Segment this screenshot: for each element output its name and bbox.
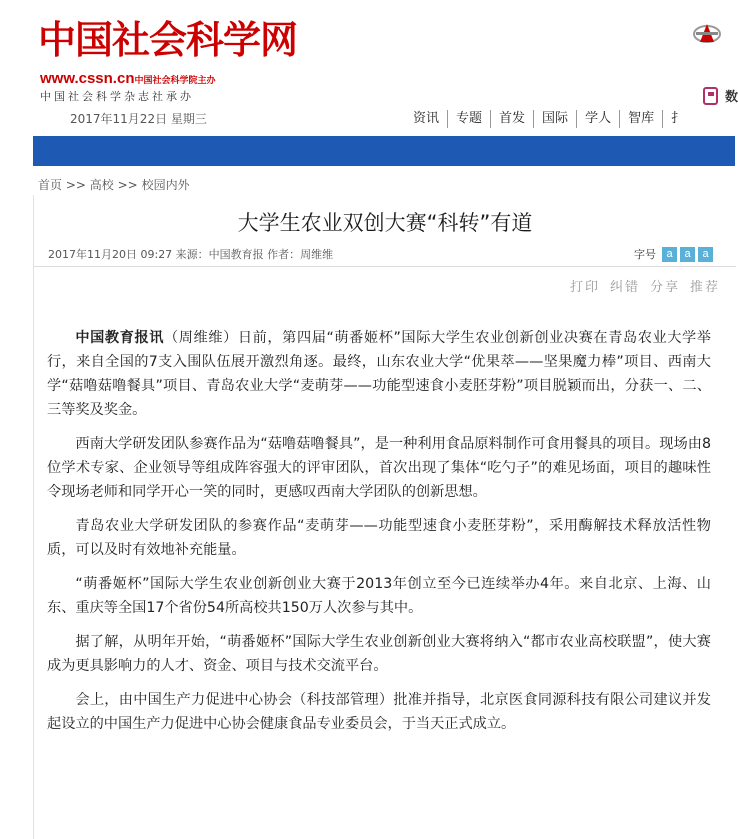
article-paragraph: 青岛农业大学研发团队的参赛作品“麦萌芽——功能型速食小麦胚芽粉”，采用酶解技术释放活性物质，可以及时有效地补充能量。	[47, 518, 711, 558]
main-nav	[410, 110, 692, 128]
nav-item-international[interactable]: 国际	[533, 110, 576, 128]
breadcrumb-home[interactable]: 首页	[38, 178, 63, 192]
article-lead-source: 中国教育报讯	[75, 330, 165, 346]
font-size-control	[634, 246, 713, 262]
font-large-button[interactable]: a	[698, 247, 713, 262]
font-size-label: 字号	[634, 248, 656, 261]
site-logo[interactable]: 中国社会科学网	[38, 17, 298, 62]
article-meta: 2017年11月20日 09:27 来源：中国教育报 作者：周维维	[48, 248, 334, 261]
article-title: 大学生农业双创大赛“科转”有道	[237, 211, 533, 235]
site-host: 中国社会科学院主办	[134, 75, 216, 85]
recommend-link[interactable]: 推荐	[690, 280, 721, 295]
breadcrumb-sep: >>	[117, 178, 138, 192]
article-tools	[560, 276, 720, 295]
nav-item-topics[interactable]: 专题	[447, 110, 490, 128]
site-header	[0, 0, 738, 135]
article-paragraph	[47, 326, 711, 422]
nav-item-think-tank[interactable]: 智库	[619, 110, 662, 128]
font-small-button[interactable]: a	[662, 247, 677, 262]
article-paragraph: 西南大学研发团队参赛作品为“菇噜菇噜餐具”，是一种利用食品原料制作可食用餐具的项目。现场由8位学术专家、企业领导等组成阵容强大的评审团队，首次出现了集体“吃勺子”的难见场面，项目的趣味性令现场老师和同学开心一笑的同时，更感叹西南大学团队的创新思想。	[47, 436, 711, 500]
share-link[interactable]: 分享	[650, 280, 681, 295]
breadcrumb	[38, 177, 190, 193]
print-link[interactable]: 打印	[570, 280, 601, 295]
article-lead-text: （周维维）日前，第四届“萌番姬杯”国际大学生农业创新创业决赛在青岛农业大学举行，来自全国的7支入围队伍展开激烈角逐。最终，山东农业大学“优果萃——坚果魔力棒”项目、西南大学“菇噜菇噜餐具”项目、青岛农业大学“麦萌芽——功能型速食小麦胚芽粉”项目脱颖而出，分获一、二、三等奖及奖金。	[47, 330, 711, 418]
current-date: 2017年11月22日 星期三	[70, 112, 207, 126]
partner-logo-icon[interactable]	[692, 20, 722, 46]
article-paragraph: 会上，由中国生产力促进中心协会（科技部管理）批准并指导，北京医食同源科技有限公司建议并发起设立的中国生产力促进中心协会健康食品专业委员会，于当天正式成立。	[47, 692, 711, 732]
nav-item-first-release[interactable]: 首发	[490, 110, 533, 128]
corner-link[interactable]: 数	[725, 90, 738, 105]
bookmark-icon[interactable]	[703, 87, 719, 105]
breadcrumb-universities[interactable]: 高校	[89, 178, 114, 192]
breadcrumb-campus[interactable]: 校园内外	[141, 178, 190, 192]
article-paragraph: 据了解，从明年开始，“萌番姬杯”国际大学生农业创新创业大赛将纳入“都市农业高校联盟”，使大赛成为更具影响力的人才、资金、项目与技术交流平台。	[47, 634, 711, 674]
nav-item-scholars[interactable]: 学人	[576, 110, 619, 128]
nav-item-more[interactable]: 扌	[662, 110, 692, 128]
font-medium-button[interactable]: a	[680, 247, 695, 262]
nav-blue-bar	[33, 136, 735, 166]
site-url	[40, 70, 216, 89]
site-subtitle: 中国社会科学杂志社承办	[40, 90, 194, 103]
report-error-link[interactable]: 纠错	[610, 280, 641, 295]
site-url-text: www.cssn.cn	[40, 70, 135, 87]
article-paragraph: “萌番姬杯”国际大学生农业创新创业大赛于2013年创立至今已连续举办4年。来自北京、上海、山东、重庆等全国17个省份54所高校共150万人次参与其中。	[47, 576, 711, 616]
nav-item-news[interactable]: 资讯	[413, 111, 440, 126]
article-container	[33, 195, 736, 839]
breadcrumb-sep: >>	[65, 178, 86, 192]
article-body	[47, 326, 711, 746]
meta-divider	[34, 266, 736, 267]
